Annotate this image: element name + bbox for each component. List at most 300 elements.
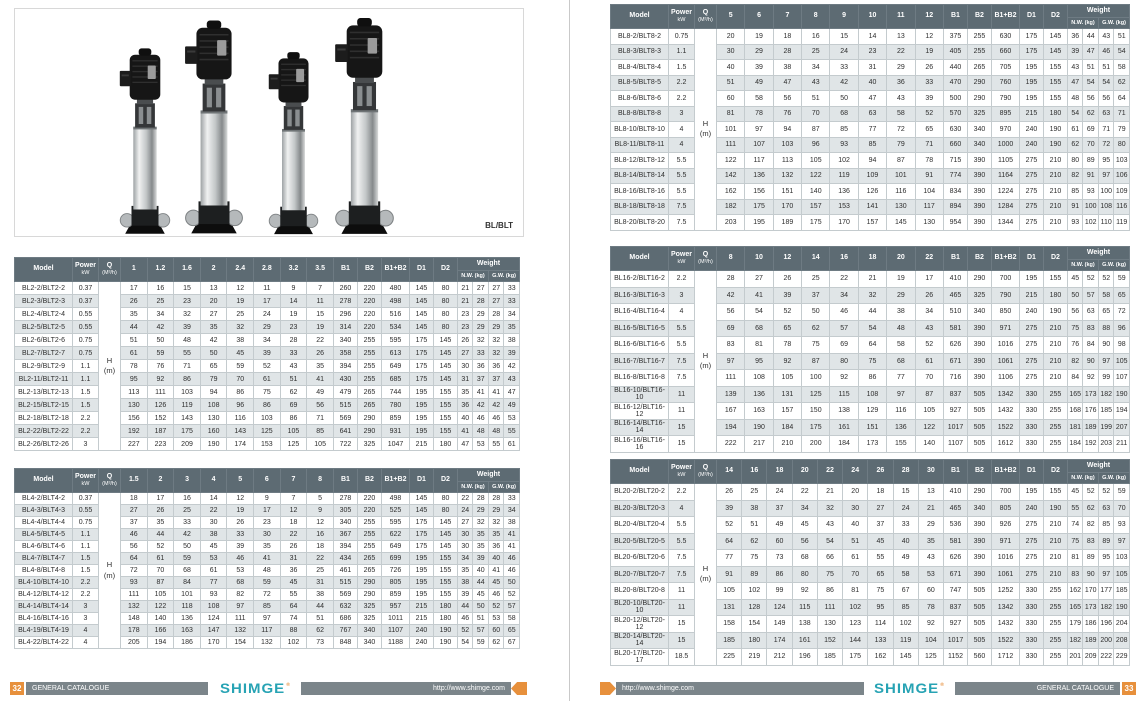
weight-cell: 181	[1067, 419, 1083, 436]
d2-header: D2	[1043, 5, 1067, 29]
d2-cell: 155	[433, 589, 457, 601]
weight-cell: 55	[1067, 500, 1083, 517]
weight-cell: 26	[457, 334, 473, 347]
b1-cell: 515	[333, 577, 357, 589]
head-value-cell: 59	[174, 553, 201, 565]
head-value-cell: 69	[830, 337, 858, 354]
d2-cell: 145	[433, 517, 457, 529]
model-cell: BL8-11/BLT8-11	[611, 137, 669, 153]
weight-cell: 28	[473, 493, 489, 505]
b2-header: B2	[357, 469, 381, 493]
head-value-cell: 61	[200, 565, 227, 577]
head-value-cell: 128	[742, 599, 767, 616]
b2-cell: 390	[967, 184, 991, 200]
d1-cell: 195	[409, 565, 433, 577]
head-value-cell: 96	[227, 399, 254, 412]
flow-col-header: 16	[830, 247, 858, 271]
weight-cell: 165	[1067, 599, 1083, 616]
series-caption: BL/BLT	[485, 221, 513, 230]
head-value-cell: 14	[858, 29, 886, 45]
flow-unit: (M³/h)	[102, 270, 117, 277]
table-row	[15, 425, 520, 438]
b1-plus-b2-cell: 790	[991, 287, 1019, 304]
head-value-cell: 7	[280, 493, 307, 505]
table-row	[611, 583, 1130, 600]
table-row	[15, 601, 520, 613]
b1-plus-b2-cell: 805	[381, 577, 409, 589]
head-value-cell: 118	[174, 601, 201, 613]
head-value-cell: 29	[254, 321, 281, 334]
head-value-cell: 185	[817, 649, 842, 666]
d2-cell: 190	[1043, 500, 1067, 517]
table-row	[15, 308, 520, 321]
head-value-cell: 45	[200, 541, 227, 553]
weight-cell: 69	[1083, 122, 1099, 138]
d1-header: D1	[1019, 460, 1043, 484]
table-row	[611, 436, 1130, 453]
flow-col-header: 8	[717, 247, 745, 271]
power-cell: 11	[669, 386, 695, 403]
weight-cell: 70	[1114, 500, 1130, 517]
head-value-cell: 65	[868, 566, 893, 583]
d1-cell: 275	[1019, 153, 1043, 169]
head-value-cell: 154	[227, 637, 254, 649]
head-value-cell: 151	[858, 419, 886, 436]
head-value-cell: 95	[868, 599, 893, 616]
table-row	[611, 599, 1130, 616]
table-row	[15, 334, 520, 347]
head-value-cell: 40	[893, 533, 918, 550]
net-weight-header: N.W. (kg)	[1067, 473, 1098, 484]
power-cell: 0.75	[73, 347, 99, 360]
b1-cell: 715	[943, 153, 967, 169]
flow-col-header: 3.2	[280, 258, 307, 282]
model-cell: BL16-7/BLT16-7	[611, 353, 669, 370]
head-value-cell: 78	[773, 337, 801, 354]
gross-weight-header: G.W. (kg)	[1098, 260, 1129, 271]
weight-cell: 90	[1098, 337, 1114, 354]
weight-cell: 102	[1083, 215, 1099, 231]
head-value-cell: 49	[767, 517, 792, 534]
head-value-cell: 34	[792, 500, 817, 517]
d1-cell: 275	[1019, 566, 1043, 583]
head-value-cell: 125	[802, 386, 830, 403]
head-value-cell: 76	[773, 106, 801, 122]
d2-cell: 155	[1043, 484, 1067, 501]
head-value-cell: 27	[200, 308, 227, 321]
power-unit: kW	[677, 472, 686, 479]
d1-cell: 330	[1019, 649, 1043, 666]
head-value-cell: 46	[227, 553, 254, 565]
head-value-cell: 19	[280, 308, 307, 321]
weight-cell: 29	[473, 308, 489, 321]
head-value-cell: 109	[858, 168, 886, 184]
weight-cell: 52	[488, 601, 504, 613]
head-value-cell: 140	[147, 613, 174, 625]
head-value-cell: 132	[773, 168, 801, 184]
head-value-cell: 205	[121, 637, 148, 649]
head-value-cell: 81	[745, 337, 773, 354]
head-value-cell: 79	[200, 373, 227, 386]
d2-cell: 180	[1043, 106, 1067, 122]
weight-header: Weight	[1067, 460, 1129, 473]
power-cell: 4	[73, 625, 99, 637]
table-row	[611, 616, 1130, 633]
b1-cell: 581	[943, 533, 967, 550]
d1-cell: 215	[1019, 287, 1043, 304]
b2-cell: 220	[357, 295, 381, 308]
b2-cell: 255	[357, 360, 381, 373]
head-value-cell: 44	[121, 321, 148, 334]
head-value-cell: 12	[227, 282, 254, 295]
weight-cell: 32	[473, 334, 489, 347]
b1-plus-b2-cell: 859	[381, 412, 409, 425]
head-value-cell: 70	[147, 565, 174, 577]
head-value-cell: 105	[915, 403, 943, 420]
head-value-cell: 13	[200, 282, 227, 295]
head-value-cell: 22	[280, 529, 307, 541]
weight-cell: 82	[1067, 353, 1083, 370]
weight-cell: 52	[1098, 484, 1114, 501]
head-value-cell: 50	[147, 334, 174, 347]
weight-cell: 82	[1067, 168, 1083, 184]
head-value-cell: 30	[254, 529, 281, 541]
head-value-cell: 82	[227, 589, 254, 601]
head-value-cell: 62	[307, 625, 334, 637]
head-value-cell: 91	[915, 168, 943, 184]
weight-cell: 65	[1114, 287, 1130, 304]
head-value-cell: 58	[887, 106, 915, 122]
head-value-cell: 175	[802, 215, 830, 231]
head-value-cell: 68	[830, 106, 858, 122]
b1-cell: 500	[943, 91, 967, 107]
head-value-cell: 143	[227, 425, 254, 438]
weight-cell: 72	[1114, 304, 1130, 321]
b1-plus-b2-cell: 1712	[991, 649, 1019, 666]
d2-cell: 180	[1043, 287, 1067, 304]
head-value-cell: 17	[254, 505, 281, 517]
power-cell: 3	[669, 287, 695, 304]
weight-cell: 44	[457, 601, 473, 613]
b1-plus-b2-cell: 480	[381, 282, 409, 295]
weight-cell: 29	[473, 505, 489, 517]
head-value-cell: 40	[843, 517, 868, 534]
head-value-cell: 158	[717, 616, 742, 633]
model-cell: BL2-13/BLT2-13	[15, 386, 73, 399]
d1-header: D1	[409, 469, 433, 493]
head-value-cell: 45	[792, 517, 817, 534]
d2-cell: 210	[1043, 337, 1067, 354]
head-value-cell: 70	[227, 373, 254, 386]
head-value-cell: 27	[121, 505, 148, 517]
weight-cell: 36	[457, 399, 473, 412]
d1-cell: 195	[1019, 484, 1043, 501]
flow-col-header: 14	[717, 460, 742, 484]
weight-cell: 62	[1083, 106, 1099, 122]
head-value-cell: 26	[773, 271, 801, 288]
d1-cell: 175	[409, 347, 433, 360]
head-value-cell: 42	[147, 321, 174, 334]
header-row	[15, 258, 520, 271]
head-value-cell: 61	[915, 353, 943, 370]
b2-cell: 220	[357, 321, 381, 334]
head-value-cell: 38	[773, 60, 801, 76]
weight-cell: 36	[488, 360, 504, 373]
head-value-cell: 33	[280, 347, 307, 360]
d2-cell: 190	[1043, 304, 1067, 321]
head-value-cell: 58	[887, 337, 915, 354]
b2-header: B2	[967, 5, 991, 29]
weight-cell: 95	[1098, 153, 1114, 169]
head-value-cell: 93	[121, 577, 148, 589]
head-value-cell: 105	[802, 153, 830, 169]
weight-cell: 46	[1098, 44, 1114, 60]
head-value-cell: 145	[887, 215, 915, 231]
head-value-cell: 39	[915, 91, 943, 107]
head-value-cell: 175	[843, 649, 868, 666]
d2-header: D2	[433, 469, 457, 493]
b1-plus-b2-cell: 700	[991, 484, 1019, 501]
head-value-cell: 33	[227, 529, 254, 541]
weight-cell: 50	[473, 601, 489, 613]
head-value-cell: 39	[227, 541, 254, 553]
weight-cell: 83	[1067, 566, 1083, 583]
b2-cell: 505	[967, 583, 991, 600]
head-value-cell: 166	[147, 625, 174, 637]
weight-cell: 34	[504, 308, 520, 321]
d2-cell: 190	[433, 625, 457, 637]
flow-col-header: 7	[280, 469, 307, 493]
weight-cell: 44	[473, 577, 489, 589]
weight-cell: 45	[1067, 271, 1083, 288]
d2-cell: 255	[1043, 583, 1067, 600]
head-value-cell: 92	[792, 583, 817, 600]
head-value-cell: 142	[717, 168, 745, 184]
weight-cell: 55	[504, 425, 520, 438]
gross-weight-header: G.W. (kg)	[488, 271, 519, 282]
head-value-cell: 141	[858, 199, 886, 215]
b1-cell: 314	[333, 321, 357, 334]
b2-cell: 390	[967, 215, 991, 231]
model-cell: BL8-6/BLT8-6	[611, 91, 669, 107]
head-value-cell: 155	[887, 436, 915, 453]
head-value-cell: 160	[200, 425, 227, 438]
weight-cell: 165	[1067, 386, 1083, 403]
b1-plus-b2-cell: 1342	[991, 599, 1019, 616]
head-value-cell: 34	[830, 287, 858, 304]
head-value-cell: 50	[802, 304, 830, 321]
b2-cell: 340	[967, 122, 991, 138]
model-cell: BL8-10/BLT8-10	[611, 122, 669, 138]
power-unit: kW	[677, 259, 686, 266]
head-value-cell: 157	[802, 199, 830, 215]
weight-cell: 24	[457, 505, 473, 517]
flow-col-header: 4	[200, 469, 227, 493]
d1-cell: 195	[1019, 75, 1043, 91]
spec-table	[610, 4, 1130, 231]
weight-cell: 27	[457, 347, 473, 360]
weight-cell: 42	[504, 360, 520, 373]
head-value-cell: 68	[792, 550, 817, 567]
head-value-cell: 83	[717, 337, 745, 354]
head-value-cell: 102	[742, 583, 767, 600]
b1-header: B1	[943, 247, 967, 271]
head-value-cell: 108	[200, 399, 227, 412]
b1-cell: 630	[943, 122, 967, 138]
b2-cell: 290	[967, 75, 991, 91]
table-row	[611, 44, 1130, 60]
weight-cell: 32	[488, 517, 504, 529]
head-value-cell: 39	[773, 287, 801, 304]
header-row	[611, 247, 1130, 260]
model-header: Model	[611, 247, 669, 271]
weight-cell: 203	[1098, 436, 1114, 453]
head-value-cell: 86	[174, 373, 201, 386]
flow-col-header: 26	[868, 460, 893, 484]
model-cell: BL8-3/BLT8-3	[611, 44, 669, 60]
weight-cell: 185	[1114, 583, 1130, 600]
b2-cell: 505	[967, 436, 991, 453]
power-cell: 2.2	[669, 91, 695, 107]
head-value-cell: 64	[121, 553, 148, 565]
d2-cell: 210	[1043, 215, 1067, 231]
head-value-cell: 125	[918, 649, 943, 666]
head-value-cell: 111	[717, 137, 745, 153]
head-value-cell: 100	[802, 370, 830, 387]
weight-cell: 57	[1083, 287, 1099, 304]
weight-cell: 97	[1098, 353, 1114, 370]
head-value-cell: 92	[918, 616, 943, 633]
weight-cell: 62	[1083, 500, 1099, 517]
head-value-cell: 21	[918, 500, 943, 517]
b2-cell: 255	[357, 541, 381, 553]
weight-cell: 56	[1067, 304, 1083, 321]
head-value-cell: 61	[147, 553, 174, 565]
power-cell: 18.5	[669, 649, 695, 666]
head-value-cell: 130	[121, 399, 148, 412]
table-row	[15, 613, 520, 625]
table-row	[15, 493, 520, 505]
head-value-cell: 51	[307, 613, 334, 625]
table-body	[15, 493, 520, 649]
b2-header: B2	[967, 460, 991, 484]
head-value-cell: 51	[121, 334, 148, 347]
head-value-cell: 122	[147, 601, 174, 613]
weight-cell: 21	[457, 282, 473, 295]
flow-unit: (M³/h)	[698, 472, 713, 479]
d2-cell: 210	[1043, 517, 1067, 534]
b1-plus-b2-cell: 1342	[991, 386, 1019, 403]
head-value-cell: 74	[280, 613, 307, 625]
head-value-cell: 51	[843, 533, 868, 550]
table-row	[611, 566, 1130, 583]
head-value-cell: 101	[717, 122, 745, 138]
d2-cell: 180	[433, 438, 457, 451]
head-value-cell: 99	[767, 583, 792, 600]
b1-cell: 747	[943, 583, 967, 600]
head-value-cell: 105	[717, 583, 742, 600]
b1-plus-b2-cell: 1252	[991, 583, 1019, 600]
head-value-cell: 149	[767, 616, 792, 633]
head-value-cell: 70	[802, 106, 830, 122]
head-value-cell: 104	[915, 184, 943, 200]
model-cell: BL8-4/BLT8-4	[611, 60, 669, 76]
head-value-cell: 196	[792, 649, 817, 666]
d2-cell: 145	[433, 347, 457, 360]
head-value-cell: 50	[174, 541, 201, 553]
b1-plus-b2-cell: 1612	[991, 436, 1019, 453]
d2-cell: 155	[433, 425, 457, 438]
weight-header: Weight	[1067, 5, 1129, 18]
model-cell: BL2-18/BLT2-18	[15, 412, 73, 425]
b1-plus-b2-cell: 1107	[381, 625, 409, 637]
head-value-cell: 28	[717, 271, 745, 288]
b2-cell: 255	[357, 347, 381, 360]
head-value-cell: 97	[745, 122, 773, 138]
weight-cell: 103	[1114, 550, 1130, 567]
b1-plus-b2-cell: 1432	[991, 616, 1019, 633]
head-value-cell: 32	[817, 500, 842, 517]
head-value-cell: 77	[858, 122, 886, 138]
catalogue-label-bar: GENERAL CATALOGUE	[955, 682, 1120, 695]
b1-cell: 569	[333, 412, 357, 425]
head-value-cell: 68	[887, 353, 915, 370]
head-value-cell: 22	[792, 484, 817, 501]
b2-cell: 505	[967, 616, 991, 633]
b1-plus-b2-cell: 516	[381, 308, 409, 321]
b2-cell: 390	[967, 517, 991, 534]
head-value-cell: 108	[858, 386, 886, 403]
flow-col-header: 24	[843, 460, 868, 484]
power-header: Power kW	[669, 5, 695, 29]
head-value-cell: 56	[792, 533, 817, 550]
d2-cell: 155	[1043, 91, 1067, 107]
d1-cell: 145	[409, 505, 433, 517]
head-value-cell: 34	[147, 308, 174, 321]
b1-plus-b2-cell: 1011	[381, 613, 409, 625]
head-value-cell: 80	[792, 566, 817, 583]
head-value-cell: 45	[227, 347, 254, 360]
weight-cell: 30	[457, 529, 473, 541]
head-value-cell: 39	[254, 347, 281, 360]
weight-cell: 45	[488, 577, 504, 589]
weight-cell: 46	[473, 412, 489, 425]
head-value-cell: 51	[280, 373, 307, 386]
weight-cell: 168	[1067, 403, 1083, 420]
weight-cell: 27	[473, 282, 489, 295]
table-row	[611, 386, 1130, 403]
head-value-cell: 80	[830, 353, 858, 370]
flow-col-header: 18	[858, 247, 886, 271]
table-row	[611, 533, 1130, 550]
d1-cell: 195	[409, 412, 433, 425]
power-cell: 0.55	[73, 321, 99, 334]
weight-cell: 41	[488, 565, 504, 577]
b1-cell: 927	[943, 616, 967, 633]
head-value-cell: 25	[742, 484, 767, 501]
d1-cell: 275	[1019, 184, 1043, 200]
head-value-cell: 71	[174, 360, 201, 373]
head-value-cell: 37	[868, 517, 893, 534]
table-row	[611, 550, 1130, 567]
head-value-cell: 17	[915, 271, 943, 288]
head-value-cell: 77	[200, 577, 227, 589]
head-value-cell: 16	[307, 529, 334, 541]
weight-cell: 43	[504, 373, 520, 386]
head-value-cell: 122	[717, 153, 745, 169]
weight-cell: 35	[473, 541, 489, 553]
head-value-cell: 140	[915, 436, 943, 453]
